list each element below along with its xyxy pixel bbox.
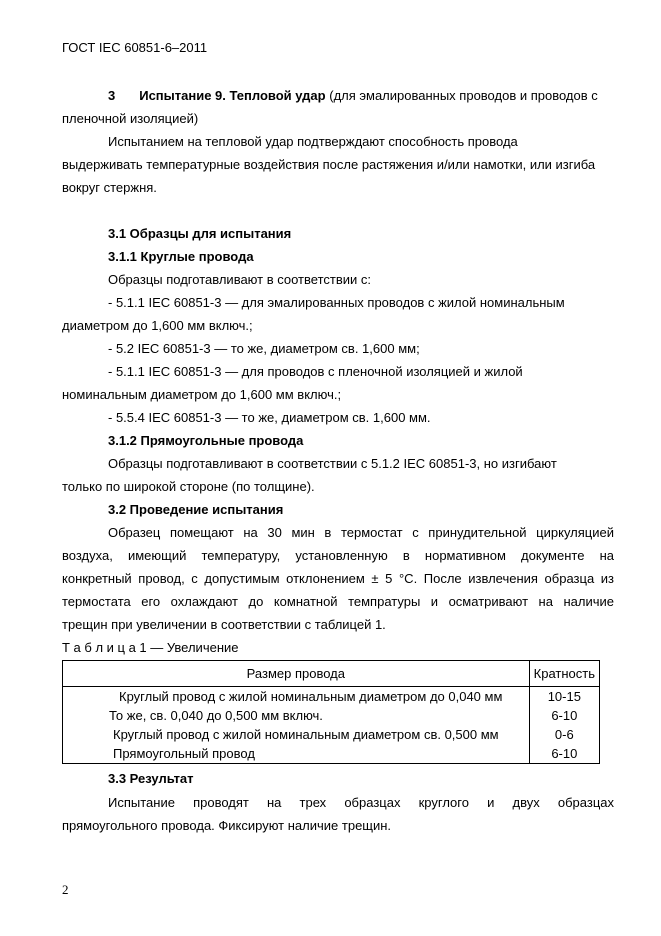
table-row <box>63 744 600 764</box>
heading-3-1: 3.1 Образцы для испытания <box>108 226 292 241</box>
table-row <box>63 687 600 707</box>
paragraph-3-1-1-intro: Образцы подготавливают в соответствии с: <box>108 272 371 287</box>
intro-line-1: Испытанием на тепловой удар подтверждают способность провода <box>108 134 518 149</box>
paragraph-3-2-line: трещин при увеличении в соответствии с таблицей 1. <box>62 617 386 632</box>
heading-3-2: 3.2 Проведение испытания <box>108 502 284 517</box>
paragraph-3-2-line: Образец помещают на 30 мин в термостат с принудительной циркуляцией <box>108 525 614 540</box>
paragraph-3-2-line: термостата его охлаждают до комнатной темпратуры и осматривают на наличие <box>62 594 614 609</box>
section-title-note-cont: пленочной изоляцией) <box>62 111 199 126</box>
table-header-row <box>63 661 600 687</box>
paragraph-3-1-2-cont: только по широкой стороне (по толщине). <box>62 479 315 494</box>
table-caption-title: — Увеличение <box>146 640 239 655</box>
section-3-heading <box>108 88 598 104</box>
magnification-table <box>62 660 600 764</box>
col-header-magnification: Кратность <box>529 661 599 687</box>
list-item: - 5.5.4 IEC 60851-3 — то же, диаметром св. 1,600 мм. <box>108 410 431 425</box>
cell-magnification: 6-10 <box>529 706 599 725</box>
table-caption <box>62 640 239 656</box>
col-header-size: Размер провода <box>63 661 530 687</box>
paragraph-3-3-line: Испытание проводят на трех образцах круглого и двух образцах <box>108 795 614 810</box>
section-title: Испытание 9. Тепловой удар <box>139 88 326 103</box>
cell-magnification: 6-10 <box>529 744 599 764</box>
cell-size: Прямоугольный провод <box>63 744 530 764</box>
heading-3-1-1: 3.1.1 Круглые провода <box>108 249 254 264</box>
intro-line-3: вокруг стержня. <box>62 180 157 195</box>
cell-magnification: 10-15 <box>529 687 599 707</box>
table-row <box>63 706 600 725</box>
heading-3-3: 3.3 Результат <box>108 771 194 786</box>
section-number: 3 <box>108 88 116 103</box>
page-number: 2 <box>62 882 69 897</box>
cell-magnification: 0-6 <box>529 725 599 744</box>
paragraph-3-2-line: воздуха, имеющий температуру, установленную в нормативном документе на <box>62 548 614 563</box>
list-item: - 5.2 IEC 60851-3 — то же, диаметром св. 1,600 мм; <box>108 341 420 356</box>
list-item-cont: диаметром до 1,600 мм включ.; <box>62 318 253 333</box>
cell-size: То же, св. 0,040 до 0,500 мм включ. <box>63 706 530 725</box>
paragraph-3-1-2: Образцы подготавливают в соответствии с 5.1.2 IEC 60851-3, но изгибают <box>108 456 557 471</box>
table-caption-label: Т а б л и ц а 1 <box>62 640 147 655</box>
intro-line-2: выдерживать температурные воздействия после растяжения и/или намотки, или изгиба <box>62 157 596 172</box>
list-item: - 5.1.1 IEC 60851-3 — для проводов с пленочной изоляцией и жилой <box>108 364 523 379</box>
list-item: - 5.1.1 IEC 60851-3 — для эмалированных проводов с жилой номинальным <box>108 295 565 310</box>
table-row <box>63 725 600 744</box>
document-header: ГОСТ IEC 60851-6–2011 <box>62 40 208 55</box>
paragraph-3-2-line: конкретный провод, с допустимым отклонением ± 5 °С. После извлечения образца из <box>62 571 614 586</box>
list-item-cont: номинальным диаметром до 1,600 мм включ.; <box>62 387 342 402</box>
paragraph-3-3-line: прямоугольного провода. Фиксируют наличие трещин. <box>62 818 392 833</box>
cell-size: Круглый провод с жилой номинальным диаметром до 0,040 мм <box>63 687 530 707</box>
section-title-note: (для эмалированных проводов и проводов с <box>329 88 598 103</box>
heading-3-1-2: 3.1.2 Прямоугольные провода <box>108 433 304 448</box>
cell-size: Круглый провод с жилой номинальным диаметром св. 0,500 мм <box>63 725 530 744</box>
